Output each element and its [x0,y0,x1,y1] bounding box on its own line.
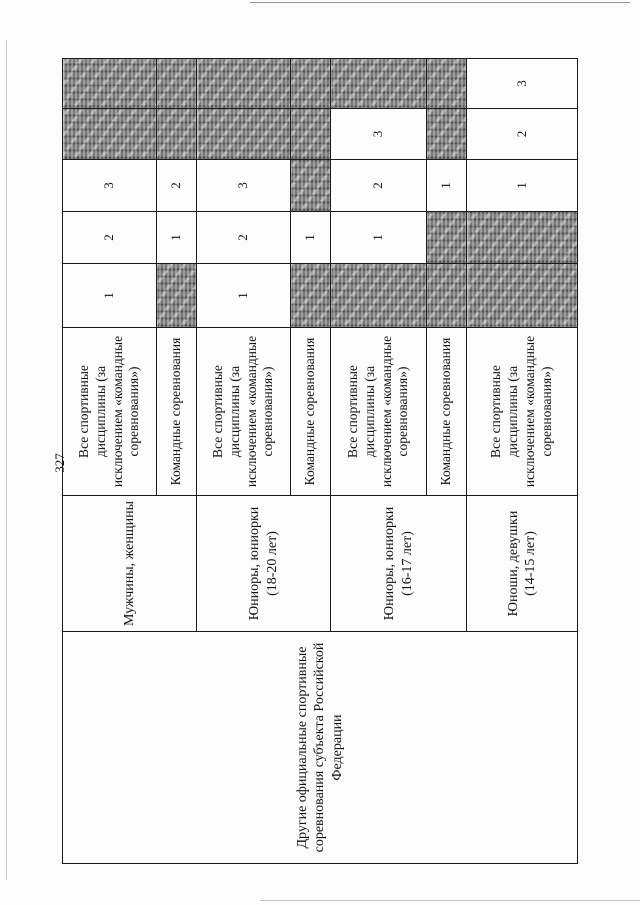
place-cell: 1 [291,212,331,264]
hatched-cell [427,264,467,328]
place-cell: 2 [331,160,427,212]
scan-edge-left [6,40,7,880]
discipline-cell: Командные соревнования [291,328,331,496]
hatched-cell [63,59,157,109]
hatched-cell [197,59,291,109]
place-cell: 1 [63,264,157,328]
scan-edge-top [250,2,630,3]
place-cell: 2 [467,109,578,160]
place-cell: 3 [197,160,291,212]
sports-ranking-table [62,58,578,864]
hatched-cell [63,109,157,160]
place-cell: 3 [63,160,157,212]
hatched-cell [157,109,197,160]
hatched-cell [157,59,197,109]
hatched-cell [197,109,291,160]
hatched-cell [427,59,467,109]
group-cell: Юниоры, юниорки (16-17 лет) [331,496,467,632]
group-cell: Мужчины, женщины [63,496,197,632]
place-cell: 1 [157,212,197,264]
hatched-cell [467,212,578,264]
place-cell: 3 [467,59,578,109]
group-cell: Юниоры, юниорки (18-20 лет) [197,496,331,632]
discipline-cell: Все спортивные дисциплины (за исключением «командные соревнования») [63,328,157,496]
scan-edge-bottom [260,900,640,901]
hatched-cell [157,264,197,328]
place-cell: 2 [197,212,291,264]
hatched-cell [467,264,578,328]
group-cell: Юноши, девушки (14-15 лет) [467,496,578,632]
place-cell: 2 [63,212,157,264]
table-row [63,59,157,864]
discipline-cell: Все спортивные дисциплины (за исключением «командные соревнования») [467,328,578,496]
hatched-cell [291,264,331,328]
place-cell: 2 [157,160,197,212]
hatched-cell [331,264,427,328]
discipline-cell: Командные соревнования [427,328,467,496]
discipline-cell: Командные соревнования [157,328,197,496]
hatched-cell [331,59,427,109]
place-cell: 1 [427,160,467,212]
hatched-cell [427,109,467,160]
hatched-cell [291,160,331,212]
discipline-cell: Все спортивные дисциплины (за исключением «командные соревнования») [331,328,427,496]
rotated-table-wrapper [62,59,577,864]
place-cell: 1 [331,212,427,264]
place-cell: 1 [197,264,291,328]
place-cell: 3 [331,109,427,160]
hatched-cell [291,109,331,160]
hatched-cell [291,59,331,109]
place-cell: 1 [467,160,578,212]
page-number: 327 [52,453,67,473]
hatched-cell [427,212,467,264]
category-cell: Другие официальные спортивные соревнования субъекта Российской Федерации [63,632,578,864]
discipline-cell: Все спортивные дисциплины (за исключением «командные соревнования») [197,328,291,496]
